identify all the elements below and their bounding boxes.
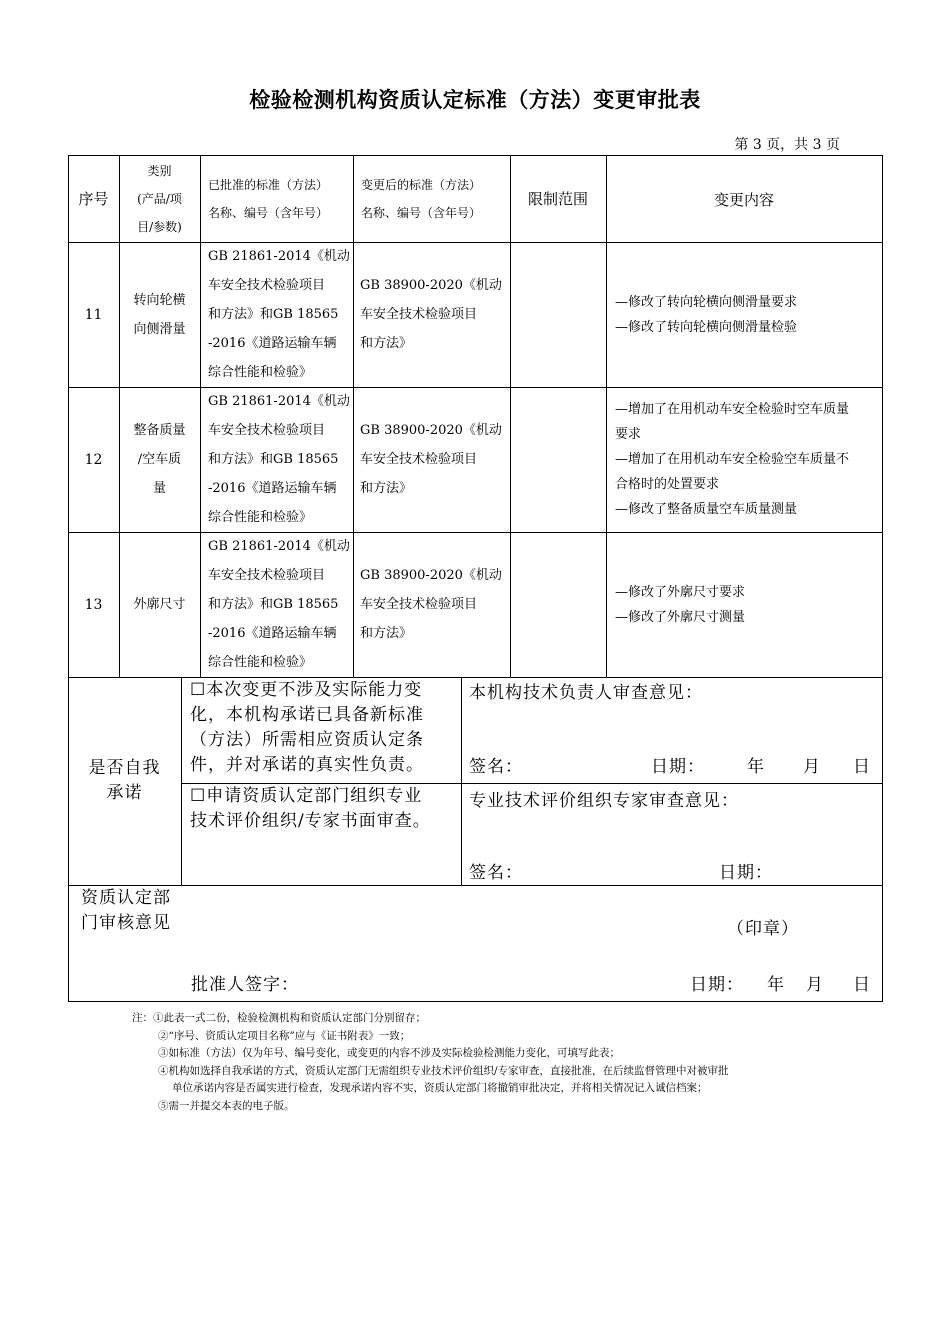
commit-option-line: 化，本机构承诺已具备新标准 [190, 705, 424, 725]
dept-review-label-line: 资质认定部 [81, 888, 171, 908]
page-title: 检验检测机构资质认定标准（方法）变更审批表 [249, 88, 701, 112]
row-content-line: —修改了转向轮横向侧滑量要求 [615, 294, 798, 310]
row-seq [68, 532, 119, 677]
row-changed [353, 387, 510, 532]
review1-sign-label: 签名： [469, 757, 523, 777]
row-seq [68, 387, 119, 532]
header-approved [200, 155, 353, 242]
row-changed-line: GB 38900-2020《机动 [360, 568, 502, 583]
footnote-line: ⑤需一并提交本表的电子版。 [158, 1099, 295, 1112]
row-changed-line: 和方法》 [360, 481, 413, 496]
row-content-line: 要求 [615, 427, 642, 442]
dept-month: 月 [806, 975, 824, 995]
dept-day: 日 [853, 975, 871, 995]
row-category [119, 532, 200, 677]
row-approved-line: -2016《道路运输车辆 [208, 336, 337, 351]
row-category [119, 387, 200, 532]
row-category-line: 向侧滑量 [133, 321, 186, 337]
row-approved [200, 242, 353, 387]
commit-option-line: 技术评价组织/专家书面审查。 [190, 811, 431, 831]
row-content-line: —修改了外廓尺寸要求 [615, 584, 746, 600]
row-content-line: —修改了整备质量空车质量测量 [615, 502, 798, 517]
row-changed [353, 242, 510, 387]
self-commit-label-line: 承诺 [106, 783, 143, 803]
row-approved-line: 和方法》和GB 18565 [208, 307, 339, 322]
row-content [606, 532, 882, 677]
review1-year: 年 [747, 757, 765, 777]
row-changed-line: 车安全技术检验项目 [360, 452, 478, 467]
row-seq-value: 12 [84, 451, 103, 468]
row-approved-line: -2016《道路运输车辆 [208, 626, 337, 641]
header-scope [510, 155, 606, 242]
row-approved-line: GB 21861-2014《机动 [208, 394, 350, 409]
commit-option-line: （方法）所需相应资质认定条 [190, 730, 424, 750]
header-category-line: 目/参数) [137, 219, 182, 234]
row-approved-line: 综合性能和检验》 [208, 510, 313, 525]
row-changed-line: 车安全技术检验项目 [360, 307, 478, 322]
row-approved-line: 综合性能和检验》 [208, 365, 313, 380]
review2-sign-label: 签名： [469, 863, 523, 883]
header-category-line: (产品/项 [137, 191, 182, 206]
row-changed-line: GB 38900-2020《机动 [360, 278, 502, 293]
row-content-line: —修改了转向轮横向侧滑量检验 [615, 319, 798, 335]
row-approved-line: 综合性能和检验》 [208, 655, 313, 670]
row-content-line: 合格时的处置要求 [615, 477, 720, 492]
footnote-line: ④机构如选择自我承诺的方式，资质认定部门无需组织专业技术评价组织/专家审查，直接批准，在后续监督管理中对被审批 [158, 1064, 729, 1077]
header-scope-label: 限制范围 [527, 190, 588, 208]
commit-option-line: ☐申请资质认定部门组织专业 [190, 786, 423, 806]
row-category-line: 整备质量 [133, 423, 186, 438]
commit-option-2[interactable] [190, 784, 431, 834]
row-approved-line: -2016《道路运输车辆 [208, 481, 337, 496]
self-commit-label [68, 677, 181, 885]
dept-review-label [71, 886, 181, 936]
row-category-line: /空车质 [137, 452, 182, 467]
row-content [606, 242, 886, 387]
footnote-line: 注：①此表一式二份，检验检测机构和资质认定部门分别留存； [132, 1012, 426, 1024]
review1-title: 本机构技术负责人审查意见： [469, 683, 703, 703]
review2-date-label: 日期： [719, 863, 773, 883]
header-approved-line: 名称、编号（含年号） [208, 205, 329, 220]
row-changed-line: 车安全技术检验项目 [360, 597, 478, 612]
commit-option-line: ☐本次变更不涉及实际能力变 [190, 680, 423, 700]
row-scope [510, 532, 606, 677]
footnote-line: 单位承诺内容是否属实进行检查，发现承诺内容不实，资质认定部门将撤销审批决定，并将相关情况记入诚信档案； [172, 1082, 708, 1094]
self-commit-label-line: 是否自我 [88, 758, 161, 778]
row-approved-line: 和方法》和GB 18565 [208, 452, 339, 467]
header-seq-label: 序号 [78, 190, 109, 208]
row-approved-line: 车安全技术检验项目 [208, 423, 326, 438]
page-number: 第 3 页，共 3 页 [734, 137, 840, 153]
row-seq-value: 11 [84, 306, 103, 323]
row-content [606, 387, 900, 532]
header-content [606, 155, 882, 242]
row-approved-line: 车安全技术检验项目 [208, 278, 326, 293]
row-approved-line: 和方法》和GB 18565 [208, 597, 339, 612]
row-category-line: 外廓尺寸 [133, 597, 186, 612]
header-category [119, 155, 200, 242]
row-scope [510, 242, 606, 387]
footnote-line: ③如标准（方法）仅为年号、编号变化，或变更的内容不涉及实际检验检测能力变化，可填写此表； [158, 1047, 620, 1059]
dept-review-label-line: 门审核意见 [81, 913, 171, 933]
header-changed [353, 155, 510, 242]
header-changed-line: 名称、编号（含年号） [361, 205, 482, 220]
row-scope [510, 387, 606, 532]
review1-month: 月 [803, 757, 821, 777]
row-approved-line: GB 21861-2014《机动 [208, 249, 350, 264]
header-content-label: 变更内容 [713, 191, 774, 209]
dept-date-label: 日期： [690, 975, 744, 995]
approver-sign-label: 批准人签字： [191, 975, 299, 995]
footnotes [132, 1010, 729, 1115]
row-seq-value: 13 [84, 596, 103, 613]
seal-label: （印章） [727, 919, 799, 939]
row-changed-line: GB 38900-2020《机动 [360, 423, 502, 438]
header-category-line: 类别 [147, 163, 172, 178]
commit-option-line: 件，并对承诺的真实性负责。 [190, 755, 424, 775]
row-changed-line: 和方法》 [360, 336, 413, 351]
row-category [119, 242, 200, 387]
row-content-line: —增加了在用机动车安全检验空车质量不 [615, 452, 850, 467]
dept-year: 年 [767, 975, 785, 995]
row-changed-line: 和方法》 [360, 626, 413, 641]
row-approved [200, 387, 353, 532]
review2-title: 专业技术评价组织专家审查意见： [469, 791, 739, 811]
header-changed-line: 变更后的标准（方法） [361, 177, 482, 192]
row-seq [68, 242, 119, 387]
commit-option-1[interactable] [190, 678, 424, 778]
header-approved-line: 已批准的标准（方法） [208, 177, 329, 192]
row-content-line: —修改了外廓尺寸测量 [615, 609, 746, 625]
review1-date-label: 日期： [651, 757, 705, 777]
review1-day: 日 [853, 757, 871, 777]
header-seq [68, 155, 119, 242]
row-approved-line: GB 21861-2014《机动 [208, 539, 350, 554]
row-category-line: 量 [152, 481, 166, 496]
row-approved-line: 车安全技术检验项目 [208, 568, 326, 583]
row-approved [200, 532, 353, 677]
footnote-line: ②“序号、资质认定项目名称”应与《证书附表》一致； [158, 1029, 411, 1042]
row-content-line: —增加了在用机动车安全检验时空车质量 [615, 402, 850, 417]
row-category-line: 转向轮横 [133, 292, 186, 308]
row-changed [353, 532, 510, 677]
